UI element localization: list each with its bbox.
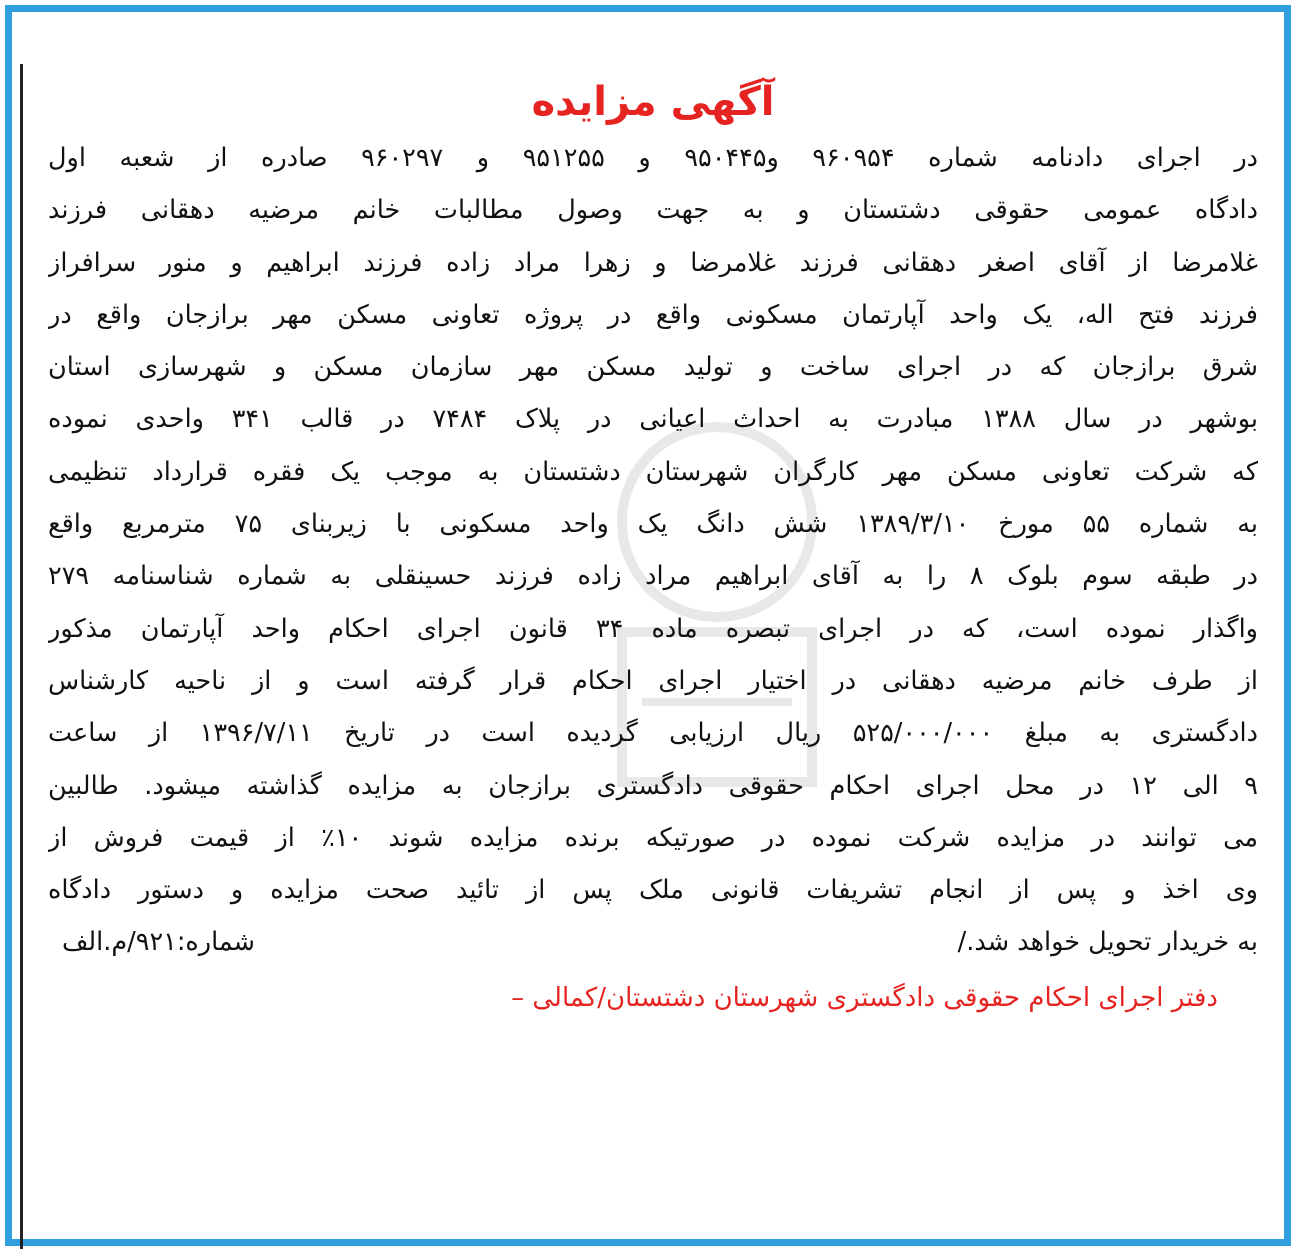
notice-content: [48, 72, 1258, 1028]
reference-number: شماره:۹۲۱/م.الف: [62, 927, 255, 958]
body-line: دادگستری به مبلغ ۵۲۵/۰۰۰/۰۰۰ ریال ارزیابی گردیده است در تاریخ ۱۳۹۶/۷/۱۱ از ساعت: [48, 718, 1258, 749]
notice-frame: [5, 5, 1291, 1246]
body-line: وی اخذ و پس از انجام تشریفات قانونی ملک پس از تائید صحت مزایده و دستور دادگاه: [48, 875, 1258, 906]
body-line: در اجرای دادنامه شماره ۹۶۰۹۵۴ و۹۵۰۴۴۵ و ۹۵۱۲۵۵ و ۹۶۰۲۹۷ صادره از شعبه اول: [48, 143, 1258, 173]
body-line: به شماره ۵۵ مورخ ۱۳۸۹/۳/۱۰ شش دانگ یک واحد مسکونی با زیربنای ۷۵ مترمربع واقع: [48, 509, 1258, 540]
issuer-signature: دفتر اجرای احکام حقوقی دادگستری شهرستان دشتستان/کمالی –: [511, 983, 1218, 1014]
body-line: از طرف خانم مرضیه دهقانی در اختیار اجرای احکام قرار گرفته است و از ناحیه کارشناس: [48, 665, 1258, 696]
body-line: فرزند فتح اله، یک واحد آپارتمان مسکونی واقع در پروژه تعاونی مسکن مهر برازجان واقع در: [48, 299, 1258, 330]
body-line: می توانند در مزایده شرکت نموده در صورتیکه برنده مزایده شوند ۱۰٪ از قیمت فروش از: [48, 822, 1258, 853]
left-divider-rule: [20, 64, 23, 1249]
notice-title: آگهی مزایده: [531, 79, 775, 125]
body-line: ۹ الی ۱۲ در محل اجرای احکام حقوقی دادگستری برازجان به مزایده گذاشته میشود. طالبین: [48, 770, 1258, 801]
body-line: غلامرضا از آقای اصغر دهقانی فرزند غلامرضا و زهرا مراد زاده فرزند ابراهیم و منور سرافراز: [48, 247, 1258, 278]
body-line: واگذار نموده است، که در اجرای تبصره ماده ۳۴ قانون اجرای احکام واحد آپارتمان مذکور: [48, 613, 1258, 644]
body-line: بوشهر در سال ۱۳۸۸ مبادرت به احداث اعیانی در پلاک ۷۴۸۴ در قالب ۳۴۱ واحدی نموده: [48, 404, 1258, 435]
body-line: در طبقه سوم بلوک ۸ را به آقای ابراهیم مراد زاده فرزند حسینقلی به شماره شناسنامه ۲۷۹: [48, 561, 1258, 592]
closing-row: [48, 916, 1258, 968]
notice-body: [48, 132, 1258, 916]
closing-line: به خریدار تحویل خواهد شد./: [957, 927, 1258, 958]
body-line: دادگاه عمومی حقوقی دشتستان و به جهت وصول مطالبات خانم مرضیه دهقانی فرزند: [48, 195, 1258, 226]
body-line: که شرکت تعاونی مسکن مهر کارگران شهرستان دشتستان به موجب یک فقره قرارداد تنظیمی: [48, 456, 1258, 487]
body-line: شرق برازجان که در اجرای ساخت و تولید مسکن مهر سازمان مسکن و شهرسازی استان: [48, 352, 1258, 383]
